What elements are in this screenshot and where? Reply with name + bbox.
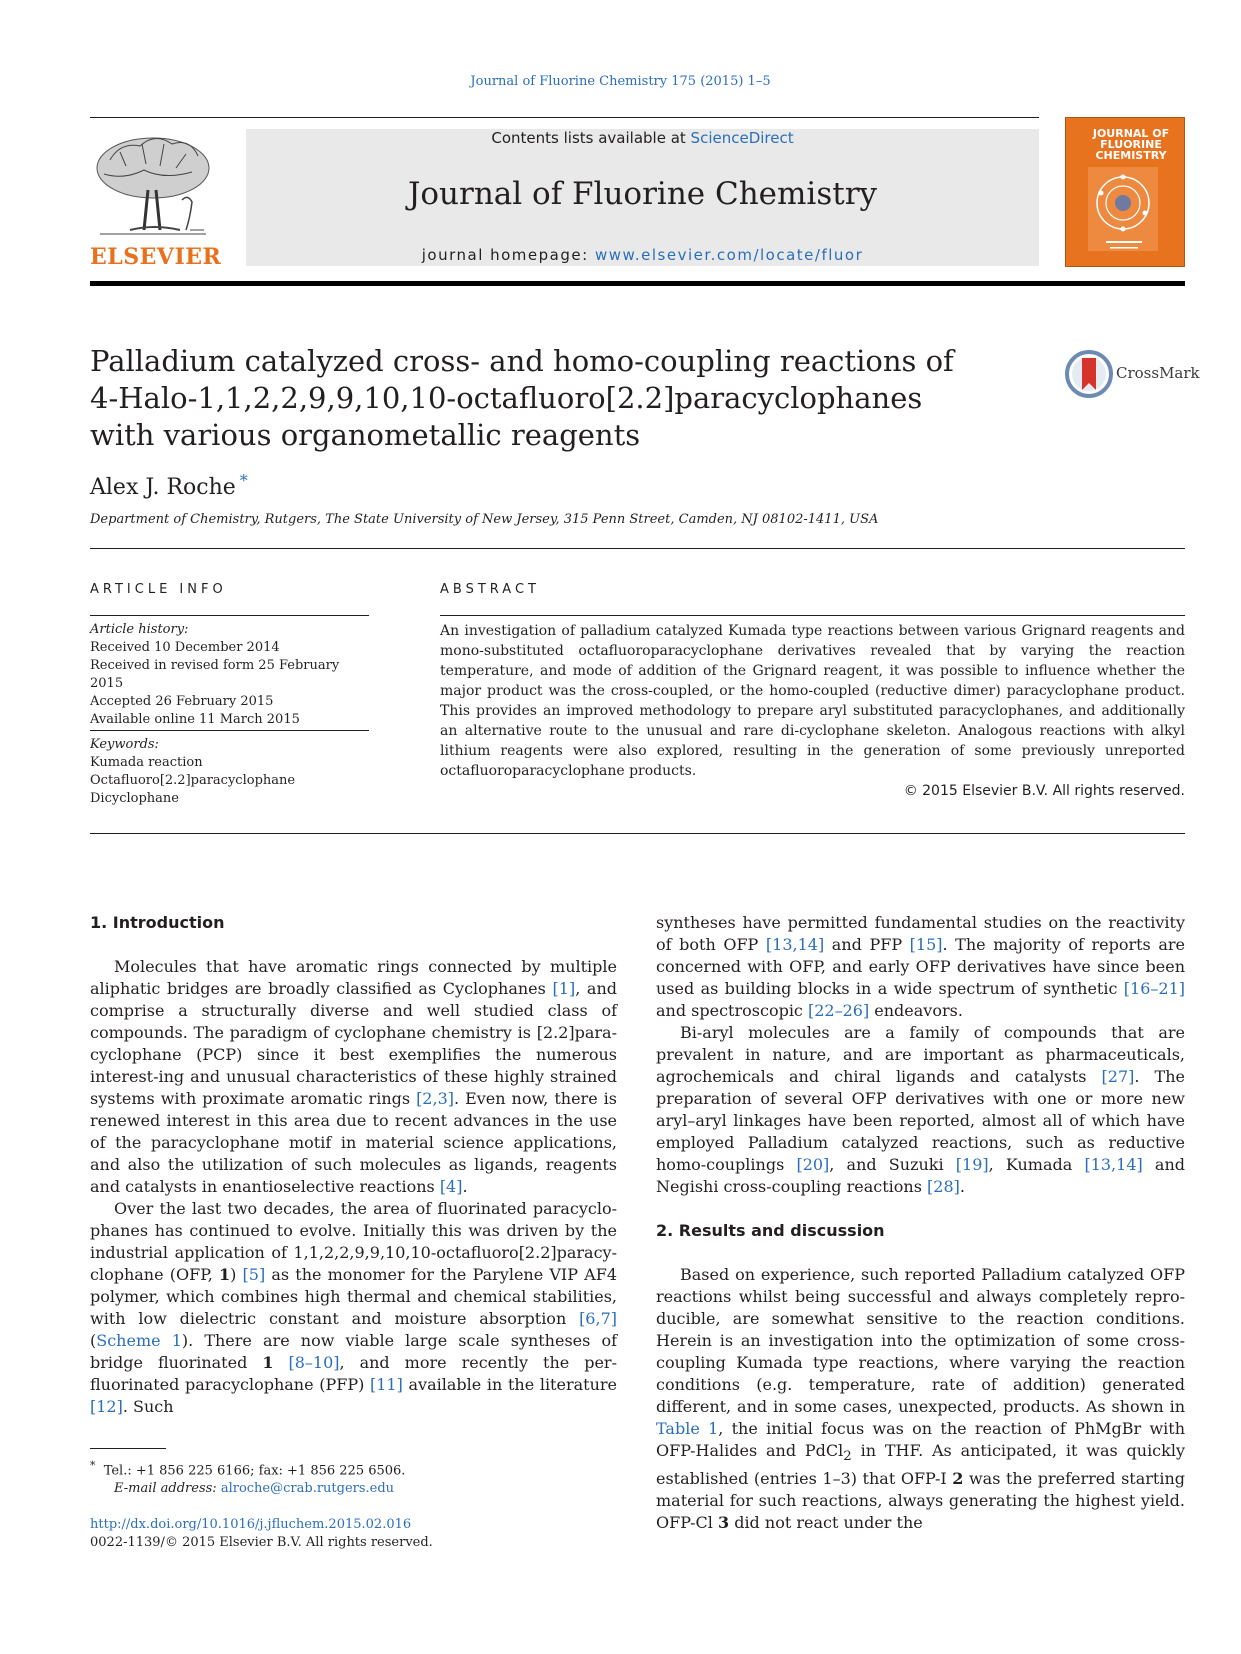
history-accepted: Accepted 26 February 2015 (90, 694, 274, 709)
footnote-mark: * (90, 1459, 96, 1472)
reference-link[interactable]: [1] (552, 979, 576, 998)
author-affiliation: Department of Chemistry, Rutgers, The State University of New Jersey, 315 Penn Street, Camden, NJ 08102-1411, USA (90, 512, 879, 527)
article-title: Palladium catalyzed cross- and homo-coupling reactions of 4-Halo-1,1,2,2,9,9,10,10-octafluoro[2.2]paracyclophanes with various organometallic reagents (90, 344, 954, 452)
homepage-prefix: journal homepage: (421, 246, 595, 264)
homepage-line (246, 246, 1039, 264)
text-run: syntheses have permitted fundamental studies on the reactivity of both OFP (656, 913, 1185, 954)
text-run: in THF. As anticipated, it was quickly established (entries 1–3) that OFP-I (656, 1441, 1185, 1489)
text-run: . Such (122, 1397, 174, 1416)
elsevier-logo-text: ELSEVIER (90, 244, 222, 270)
reference-link[interactable]: [13,14] (1084, 1155, 1143, 1174)
text-run: available in the literature (402, 1375, 617, 1394)
text-run: , and Suzuki (829, 1155, 956, 1174)
reference-link[interactable]: [6,7] (579, 1309, 617, 1328)
contents-line (246, 129, 1039, 147)
text-run: ). There are now viable large scale syntheses of bridge fluorinated (90, 1331, 618, 1372)
text-run: , the initial focus was on the reaction of PhMgBr with OFP-Halides and PdCl (656, 1419, 1186, 1460)
reference-link[interactable]: [5] (242, 1265, 266, 1284)
text-run: , Kumada (988, 1155, 1085, 1174)
reference-link[interactable]: [16–21] (1123, 979, 1185, 998)
reference-link[interactable]: [27] (1101, 1067, 1135, 1086)
article-info-rule (90, 615, 369, 616)
corresponding-author-footnote (90, 1457, 610, 1498)
abstract-copyright: © 2015 Elsevier B.V. All rights reserved. (903, 783, 1185, 799)
compound-number: 3 (717, 1513, 730, 1533)
keywords (90, 736, 370, 808)
reference-link[interactable]: [4] (439, 1177, 463, 1196)
text-run: . Even now, there is renewed interest in this area due to recent advances in the use of the paracyclophane motif in material science applications, and also the utilization of such molecules as ligands, reagents and catalysts in enantioselective reactions (90, 1089, 617, 1196)
homepage-link[interactable]: www.elsevier.com/locate/fluor (594, 246, 864, 264)
text-run: did not react under the (729, 1513, 923, 1533)
text-run (273, 1353, 288, 1372)
reference-link[interactable]: [28] (927, 1177, 960, 1196)
email-link[interactable]: alroche@crab.rutgers.edu (220, 1481, 395, 1497)
journal-cover-image[interactable] (1065, 117, 1185, 267)
right-paragraph-1 (656, 912, 1185, 1022)
body-left-column (90, 912, 617, 1418)
history-revised: Received in revised form 25 February 2015 (90, 658, 340, 691)
text-run: Based on experience, such reported Palladium catalyzed OFP reactions whilst being successful and always completely repro-ducible, are somewhat sensitive to the reaction conditions. Herein is an investigation into the optimization of some cross-coupling Kumada type reactions, where varying the reaction conditions (e.g. temperature, rate of addition) generated different, and in some cases, unexpected, products. As shown in (656, 1265, 1185, 1416)
text-run: and spectroscopic (656, 1001, 808, 1020)
text-run: ( (90, 1331, 97, 1350)
author-footnote-mark[interactable]: * (239, 471, 248, 490)
text-run: . The preparation of several OFP derivatives with one or more new aryl–aryl linkages have been reported, almost all of which have employed Palladium catalyzed reactions, such as reductive homo-couplings (656, 1067, 1185, 1174)
subscript: 2 (843, 1449, 852, 1465)
text-run: endeavors. (869, 1001, 963, 1020)
text-run: Over the last two decades, the area of fluorinated paracyclo-phanes has continued to evolve. Initially this was driven by the industrial application of 1,1,2,2,9,9,10,10-octafluoro[2.2]paracy-clophane (OFP, (90, 1199, 617, 1284)
footnote-tel: Tel.: +1 856 225 6166; fax: +1 856 225 6506. (103, 1463, 406, 1479)
keyword-item: Dicyclophane (90, 791, 179, 806)
doi-block (90, 1516, 610, 1552)
reference-link[interactable]: [15] (909, 935, 943, 954)
header-rule (90, 117, 1039, 118)
intro-paragraph-1 (90, 956, 617, 1198)
compound-number: 2 (952, 1469, 964, 1489)
keyword-item: Octafluoro[2.2]paracyclophane (90, 773, 296, 788)
footnote-email-line (90, 1480, 610, 1498)
text-run: , and more recently the per-fluorinated paracyclophane (PFP) (90, 1353, 617, 1394)
footnote-tel-line (90, 1457, 610, 1480)
compound-number: 1 (218, 1265, 231, 1284)
intro-paragraph-2 (90, 1198, 617, 1418)
reference-link[interactable]: [19] (955, 1155, 989, 1174)
cover-title: JOURNAL OF FLUORINE CHEMISTRY (1092, 127, 1170, 162)
history-received: Received 10 December 2014 (90, 640, 280, 655)
keywords-rule (90, 730, 369, 731)
text-run: was the preferred starting material for such reactions, always generating the highest yield. OFP-Cl (656, 1469, 1186, 1533)
abstract-rule (440, 615, 1185, 616)
body-right-column (656, 912, 1185, 1534)
doi-link[interactable]: http://dx.doi.org/10.1016/j.jfluchem.2015.02.016 (90, 1517, 412, 1532)
reference-link[interactable]: [13,14] (765, 935, 825, 954)
reference-link[interactable]: [20] (796, 1155, 830, 1174)
text-run: Bi-aryl molecules are a family of compounds that are prevalent in nature, and are important as pharmaceuticals, agrochemicals and chiral ligands and catalysts (656, 1023, 1185, 1086)
crossmark-icon[interactable] (1065, 350, 1113, 398)
sciencedirect-link[interactable]: ScienceDirect (690, 129, 794, 147)
issn-line: 0022-1139/© 2015 Elsevier B.V. All rights reserved. (90, 1535, 433, 1550)
results-paragraph-1 (656, 1264, 1185, 1534)
text-run: . (462, 1177, 468, 1196)
journal-name: Journal of Fluorine Chemistry (407, 176, 878, 212)
history-online: Available online 11 March 2015 (90, 712, 300, 727)
info-rule (90, 548, 1185, 549)
text-run: . (959, 1177, 965, 1196)
text-run: Molecules that have aromatic rings connected by multiple aliphatic bridges are broadly classified as Cyclophanes (90, 957, 617, 998)
header-thick-rule (90, 281, 1185, 286)
abstract-heading: ABSTRACT (440, 582, 540, 597)
scheme-link[interactable]: Scheme 1 (96, 1331, 182, 1350)
text-run: . The majority of reports are concerned with OFP, and early OFP derivatives have since been used as building blocks in a wide spectrum of synthetic (656, 935, 1185, 998)
keywords-label: Keywords: (90, 737, 159, 752)
right-paragraph-2 (656, 1022, 1185, 1198)
history-label: Article history: (90, 622, 189, 637)
article-history (90, 621, 370, 729)
compound-number: 1 (262, 1353, 274, 1372)
email-label: E-mail address: (114, 1481, 217, 1497)
abstract-text: An investigation of palladium catalyzed Kumada type reactions between various Grignard reagents and mono-substituted octafluoroparacyclophane derivatives revealed that by varying the reaction temperature, and mode of addition of the Grignard reagent, it was possible to influence whether the major product was the cross-coupled, or the homo-coupled (reductive dimer) paracyclophane product. This provides an improved methodology to prepare aryl substituted paracyclophanes, and additionally an alternative route to the unusual and rare di-cyclophane skeleton. Analogous reactions with alkyl lithium reagents were also explored, resulting in the generation of some previously unreported octafluoroparacyclophane products. (440, 623, 1185, 779)
crossmark-label[interactable]: CrossMark (1116, 364, 1200, 382)
journal-citation[interactable]: Journal of Fluorine Chemistry 175 (2015) 1–5 (470, 74, 771, 89)
abstract-bottom-rule (90, 833, 1185, 834)
article-info-heading: ARTICLE INFO (90, 582, 227, 597)
reference-link[interactable]: [8–10] (288, 1353, 340, 1372)
text-run: and Negishi cross-coupling reactions (656, 1155, 1186, 1196)
introduction-heading: 1. Introduction (90, 913, 225, 932)
author-name-text: Alex J. Roche (90, 475, 236, 500)
table-link[interactable]: Table 1 (656, 1419, 719, 1438)
results-heading: 2. Results and discussion (656, 1221, 885, 1240)
keyword-item: Kumada reaction (90, 755, 203, 770)
footnote-rule (90, 1448, 166, 1449)
text-run: as the monomer for the Parylene VIP AF4 polymer, which combines high thermal and chemical stabilities, with low dielectric constant and moisture absorption (90, 1265, 617, 1328)
reference-link[interactable]: [22–26] (807, 1001, 870, 1020)
text-run: , and comprise a structurally diverse and well studied class of compounds. The paradigm of cyclophane chemistry is [2.2]para-cyclophane (PCP) since it best exemplifies the numerous interest-ing and unusual characteristics of these highly strained systems with proximate aromatic rings (90, 979, 618, 1108)
contents-prefix: Contents lists available at (491, 129, 691, 147)
reference-link[interactable]: [2,3] (416, 1089, 454, 1108)
reference-link[interactable]: [11] (370, 1375, 403, 1394)
reference-link[interactable]: [12] (90, 1397, 123, 1416)
author-name (90, 471, 248, 500)
text-run: and PFP (824, 935, 910, 954)
text-run: ) (230, 1265, 243, 1284)
